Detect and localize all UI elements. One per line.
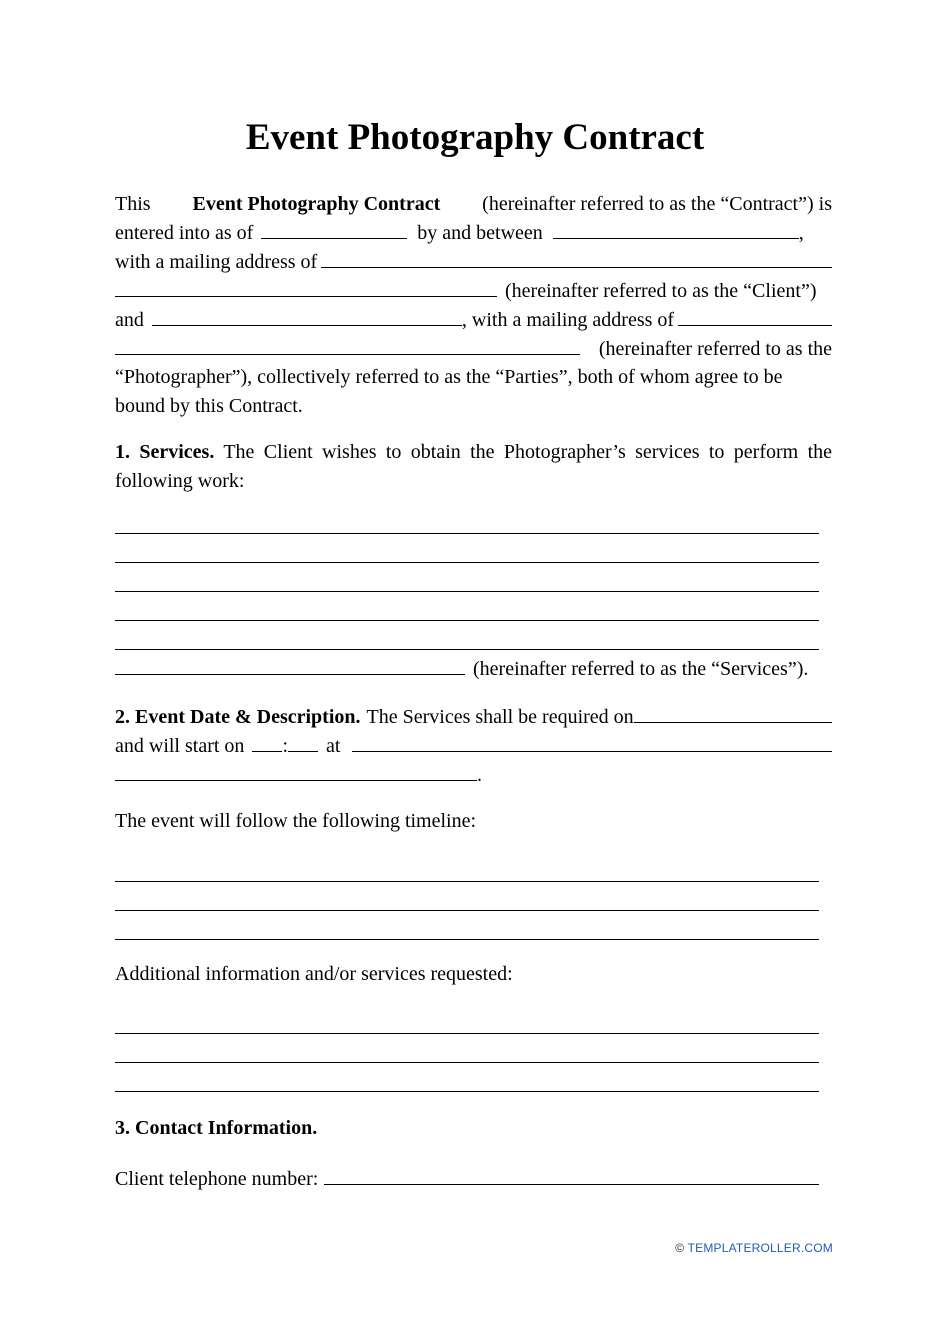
event-start: and will start on xyxy=(115,735,245,757)
intro-this: This xyxy=(115,193,151,215)
intro-contract-name: Event Photography Contract xyxy=(192,193,441,215)
intro-entered: entered into as of xyxy=(115,222,254,244)
services-ref: (hereinafter referred to as the “Services”). xyxy=(473,658,809,680)
event-additional-label xyxy=(115,960,832,989)
services-blank-line-5[interactable] xyxy=(115,649,819,650)
event-timeline-label xyxy=(115,807,832,836)
intro-parties: “Photographer”), collectively referred to as the “Parties”, both of whom agree to be xyxy=(115,366,783,388)
event-location-blank-2[interactable] xyxy=(115,762,477,781)
intro-bound: bound by this Contract. xyxy=(115,395,303,417)
contact-heading: 3. Contact Information. xyxy=(115,1117,318,1139)
client-phone-line xyxy=(115,1165,819,1194)
services-blank-line-1[interactable] xyxy=(115,533,819,534)
intro-line-6 xyxy=(115,335,832,364)
photographer-address-blank[interactable] xyxy=(678,307,832,326)
event-line-2 xyxy=(115,732,832,761)
document-title: Event Photography Contract xyxy=(245,117,705,158)
intro-line-1 xyxy=(115,190,832,219)
intro-line-2 xyxy=(115,219,832,248)
event-heading: 2. Event Date & Description. xyxy=(115,706,361,728)
intro-mailing-2: , with a mailing address of xyxy=(461,309,675,331)
event-additional-text: Additional information and/or services requested: xyxy=(115,963,513,985)
intro-and: and xyxy=(115,309,144,331)
event-line-1 xyxy=(115,703,832,732)
timeline-blank-line-2[interactable] xyxy=(115,910,819,911)
event-hour-blank[interactable] xyxy=(252,733,282,752)
event-text: The Services shall be required on xyxy=(366,706,634,728)
intro-line-5 xyxy=(115,306,832,335)
services-paragraph xyxy=(115,438,832,495)
event-line-3 xyxy=(115,761,832,790)
client-phone-blank[interactable] xyxy=(324,1166,819,1185)
copyright-symbol: © xyxy=(675,1241,685,1255)
client-address-blank[interactable] xyxy=(321,249,832,268)
client-phone-label: Client telephone number: xyxy=(115,1168,319,1190)
intro-mailing: with a mailing address of xyxy=(115,251,318,273)
event-timeline-text: The event will follow the following timeline: xyxy=(115,810,477,832)
timeline-blank-line-3[interactable] xyxy=(115,939,819,940)
client-name-blank[interactable] xyxy=(553,220,799,239)
photographer-address-blank-2[interactable] xyxy=(115,336,580,355)
footer-brand[interactable] xyxy=(675,1241,833,1255)
additional-blank-line-2[interactable] xyxy=(115,1062,819,1063)
services-blank-line-2[interactable] xyxy=(115,562,819,563)
event-location-blank[interactable] xyxy=(352,733,832,752)
intro-comma: , xyxy=(798,222,804,244)
services-blank-line-4[interactable] xyxy=(115,620,819,621)
services-ref-line xyxy=(115,655,819,684)
client-address-blank-2[interactable] xyxy=(115,278,497,297)
contract-date-blank[interactable] xyxy=(261,220,407,239)
intro-line-4 xyxy=(115,277,832,306)
intro-client-ref: (hereinafter referred to as the “Client”) xyxy=(505,280,817,302)
services-heading: 1. Services. xyxy=(115,441,215,463)
intro-line-3 xyxy=(115,248,832,277)
services-blank-line-6[interactable] xyxy=(115,656,465,675)
event-date-blank[interactable] xyxy=(634,704,832,723)
additional-blank-line-3[interactable] xyxy=(115,1091,819,1092)
intro-line-8 xyxy=(115,392,832,421)
additional-blank-line-1[interactable] xyxy=(115,1033,819,1034)
photographer-name-blank[interactable] xyxy=(152,307,462,326)
event-at: at xyxy=(326,735,341,757)
services-text: The Client wishes to obtain the Photographer’s services to perform the following work: xyxy=(115,441,832,492)
intro-after-name: (hereinafter referred to as the “Contract”) is xyxy=(482,193,832,215)
footer-brand-link[interactable]: TEMPLATEROLLER.COM xyxy=(687,1241,833,1255)
intro-line-7 xyxy=(115,363,832,392)
event-colon: : xyxy=(282,735,288,757)
intro-photographer-ref: (hereinafter referred to as the xyxy=(598,338,832,360)
event-minute-blank[interactable] xyxy=(288,733,318,752)
timeline-blank-line-1[interactable] xyxy=(115,881,819,882)
event-period: . xyxy=(477,764,482,786)
intro-by-between: by and between xyxy=(417,222,543,244)
services-blank-line-3[interactable] xyxy=(115,591,819,592)
